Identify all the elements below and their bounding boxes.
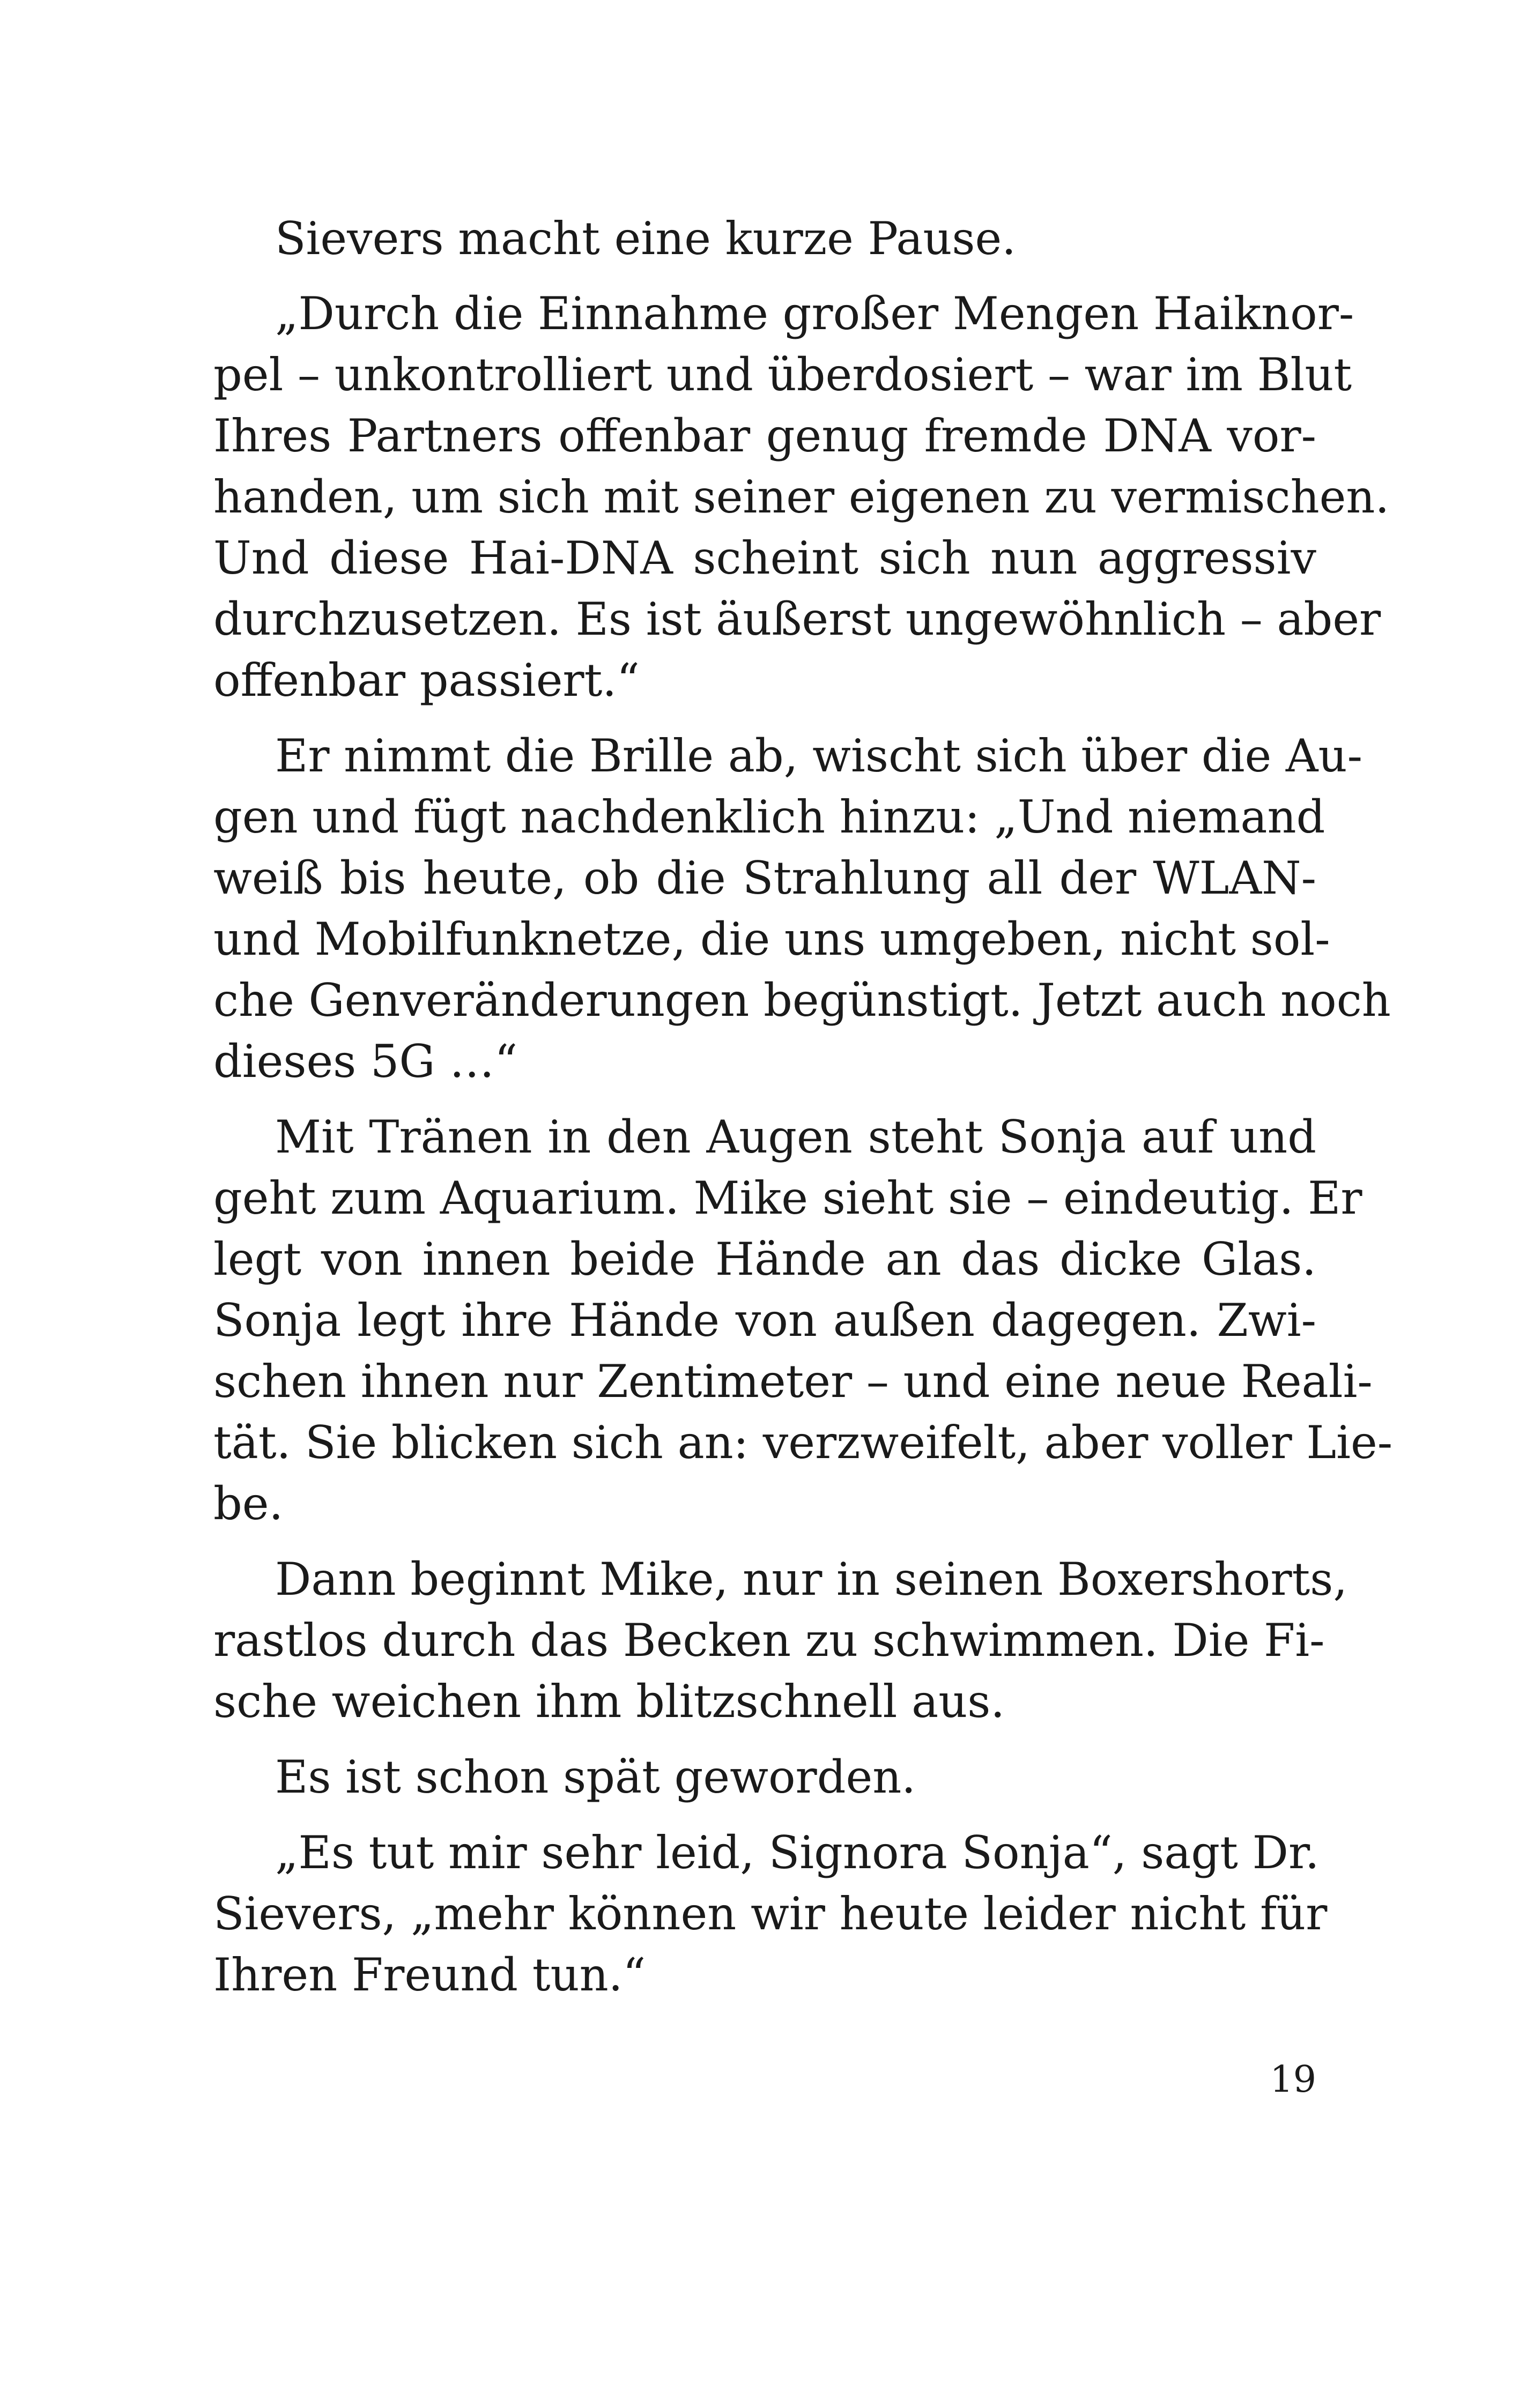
text-line: Mit Tränen in den Augen steht Sonja auf und	[275, 1111, 1316, 1163]
page-number: 19	[1270, 2058, 1316, 2101]
text-line: be.	[213, 1477, 284, 1530]
text-line: Und diese Hai-DNA scheint sich nun aggressiv	[213, 532, 1316, 584]
text-line: legt von innen beide Hände an das dicke Glas.	[213, 1233, 1316, 1285]
text-line: „Durch die Einnahme großer Mengen Haiknor-	[275, 287, 1354, 340]
text-line: dieses 5G …“	[213, 1035, 518, 1088]
text-line: pel – unkontrolliert und überdosiert – war im Blut	[213, 348, 1352, 401]
text-line: Ihren Freund tun.“	[213, 1949, 646, 2001]
text-line: sche weichen ihm blitzschnell aus.	[213, 1675, 1005, 1728]
text-line: durchzusetzen. Es ist äußerst ungewöhnlich – aber	[213, 593, 1381, 645]
text-line: weiß bis heute, ob die Strahlung all der WLAN-	[213, 852, 1316, 904]
text-line: schen ihnen nur Zentimeter – und eine neue Reali-	[213, 1355, 1373, 1408]
text-line: und Mobilfunknetze, die uns umgeben, nicht sol-	[213, 913, 1330, 965]
text-line: Dann beginnt Mike, nur in seinen Boxershorts,	[275, 1553, 1348, 1606]
text-line: „Es tut mir sehr leid, Signora Sonja“, sagt Dr.	[275, 1826, 1320, 1879]
text-line: handen, um sich mit seiner eigenen zu vermischen.	[213, 471, 1390, 523]
text-line: Sonja legt ihre Hände von außen dagegen. Zwi-	[213, 1294, 1316, 1347]
text-line: che Genveränderungen begünstigt. Jetzt auch noch	[213, 974, 1391, 1027]
text-line: gen und fügt nachdenklich hinzu: „Und niemand	[213, 791, 1325, 843]
text-line: Ihres Partners offenbar genug fremde DNA vor-	[213, 410, 1316, 462]
text-line: Sievers, „mehr können wir heute leider nicht für	[213, 1887, 1328, 1940]
text-line: Es ist schon spät geworden.	[275, 1751, 916, 1803]
text-line: rastlos durch das Becken zu schwimmen. Die Fi-	[213, 1614, 1325, 1667]
text-line: geht zum Aquarium. Mike sieht sie – eindeutig. Er	[213, 1172, 1362, 1224]
text-line: Sievers macht eine kurze Pause.	[275, 212, 1016, 265]
text-line: offenbar passiert.“	[213, 654, 640, 707]
text-line: Er nimmt die Brille ab, wischt sich über die Au-	[275, 730, 1363, 782]
text-line: tät. Sie blicken sich an: verzweifelt, aber voller Lie-	[213, 1416, 1393, 1469]
